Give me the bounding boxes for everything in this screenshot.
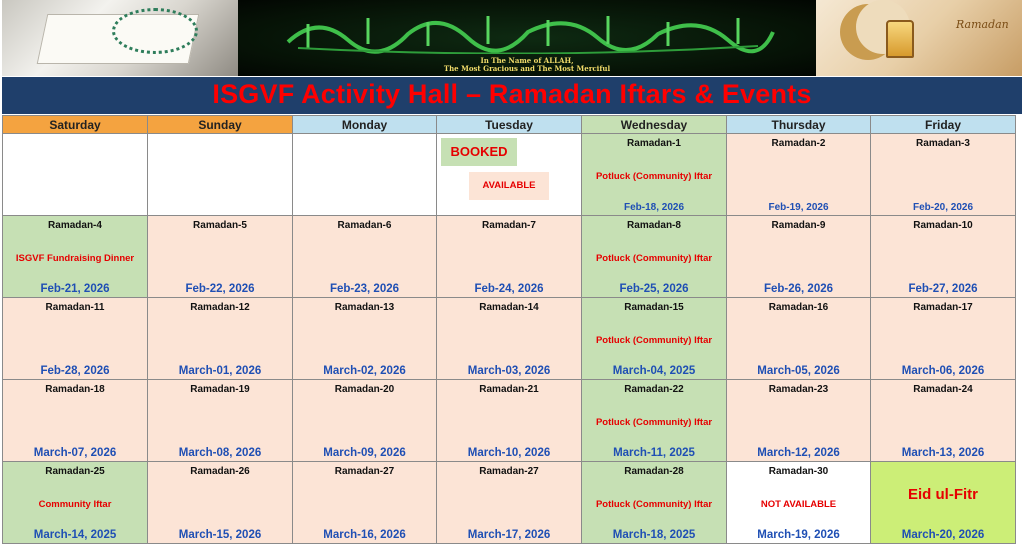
legend-available: AVAILABLE: [469, 172, 549, 200]
date-label: Feb-19, 2026: [768, 202, 829, 213]
ramadan-day-label: Ramadan-5: [193, 220, 247, 231]
day-cell[interactable]: [148, 216, 293, 298]
calligraphy-caption-2: The Most Gracious and The Most Merciful: [443, 64, 611, 73]
ramadan-day-label: Ramadan-15: [624, 302, 684, 313]
calendar-week-row: [3, 134, 1016, 216]
day-cell[interactable]: [3, 216, 148, 298]
header-sunday: Sunday: [148, 116, 293, 134]
bismillah-calligraphy-image: [238, 0, 816, 76]
ramadan-day-label: Ramadan-19: [190, 384, 250, 395]
header-saturday: Saturday: [3, 116, 148, 134]
calendar-week-row: [3, 462, 1016, 544]
day-cell[interactable]: [3, 462, 148, 544]
day-cell[interactable]: [582, 380, 727, 462]
date-label: March-17, 2026: [467, 529, 551, 541]
date-label: March-08, 2026: [178, 447, 262, 459]
date-label: Feb-22, 2026: [185, 283, 255, 295]
calendar-week-row: [3, 380, 1016, 462]
prayer-beads: [112, 8, 198, 54]
date-label: Feb-24, 2026: [474, 283, 544, 295]
calendar-week-row: [3, 298, 1016, 380]
event-label: Potluck (Community) Iftar: [595, 171, 713, 182]
day-cell-empty: [293, 134, 437, 216]
date-label: Feb-21, 2026: [40, 283, 110, 295]
ramadan-day-label: Ramadan-16: [768, 302, 829, 313]
event-label: Potluck (Community) Iftar: [595, 499, 713, 510]
legend-booked: BOOKED: [441, 138, 517, 166]
day-cell[interactable]: [437, 216, 582, 298]
ramadan-day-label: Ramadan-27: [479, 466, 539, 477]
day-cell[interactable]: [293, 462, 437, 544]
date-label: March-06, 2026: [901, 365, 985, 377]
date-label: March-16, 2026: [323, 529, 406, 541]
ramadan-day-label: Ramadan-22: [624, 384, 684, 395]
date-label: Feb-23, 2026: [329, 283, 400, 295]
ramadan-day-label: Ramadan-28: [624, 466, 684, 477]
ramadan-day-label: Ramadan-6: [337, 220, 392, 231]
day-cell[interactable]: [293, 216, 437, 298]
day-cell[interactable]: [582, 298, 727, 380]
date-label: March-12, 2026: [757, 447, 840, 459]
date-label: March-05, 2026: [757, 365, 840, 377]
day-cell-empty: [148, 134, 293, 216]
ramadan-day-label: Ramadan-4: [48, 220, 102, 231]
ramadan-day-label: Ramadan-9: [771, 220, 826, 231]
date-label: March-03, 2026: [467, 365, 551, 377]
ramadan-day-label: Ramadan-24: [913, 384, 973, 395]
date-label: March-14, 2025: [33, 529, 117, 541]
day-cell[interactable]: [293, 380, 437, 462]
ramadan-day-label: Ramadan-1: [627, 138, 681, 149]
day-cell[interactable]: [148, 462, 293, 544]
ramadan-day-label: Ramadan-25: [45, 466, 105, 477]
day-cell[interactable]: [727, 380, 871, 462]
legend-cell: [437, 134, 582, 216]
date-label: Feb-18, 2026: [623, 202, 685, 213]
day-cell-eid[interactable]: [871, 462, 1016, 544]
header-banner: [0, 0, 1024, 76]
page-title: ISGVF Activity Hall – Ramadan Iftars & Events: [212, 79, 812, 109]
ramadan-day-label: Ramadan-18: [45, 384, 105, 395]
day-cell[interactable]: [148, 298, 293, 380]
ramadan-day-label: Ramadan-26: [190, 466, 250, 477]
date-label: March-15, 2026: [178, 529, 262, 541]
calendar-table: [2, 115, 1016, 544]
ramadan-day-label: Ramadan-23: [768, 384, 829, 395]
day-cell[interactable]: [871, 380, 1016, 462]
event-label: NOT AVAILABLE: [760, 499, 837, 510]
day-cell[interactable]: [293, 298, 437, 380]
ramadan-day-label: Ramadan-12: [190, 302, 250, 313]
arabic-calligraphy: [278, 4, 778, 54]
ramadan-day-label: Ramadan-30: [768, 466, 829, 477]
ramadan-day-label: Ramadan-13: [334, 302, 395, 313]
day-cell[interactable]: [871, 134, 1016, 216]
ramadan-lantern-image: [816, 0, 1022, 76]
date-label: March-10, 2026: [467, 447, 551, 459]
ramadan-day-label: Ramadan-14: [479, 302, 539, 313]
event-label: ISGVF Fundraising Dinner: [15, 253, 135, 264]
header-friday: Friday: [871, 116, 1016, 134]
header-monday: Monday: [293, 116, 437, 134]
date-label: March-02, 2026: [323, 365, 406, 377]
day-cell[interactable]: [437, 298, 582, 380]
date-label: March-11, 2025: [613, 447, 695, 459]
date-label: March-13, 2026: [901, 447, 985, 459]
day-cell[interactable]: [437, 462, 582, 544]
day-cell[interactable]: [3, 380, 148, 462]
date-label: Feb-27, 2026: [908, 283, 978, 295]
header-thursday: Thursday: [727, 116, 871, 134]
ramadan-day-label: Ramadan-8: [627, 220, 681, 231]
day-cell[interactable]: [727, 298, 871, 380]
day-cell[interactable]: [3, 298, 148, 380]
day-cell-not-available[interactable]: [727, 462, 871, 544]
date-label: March-19, 2026: [757, 529, 840, 541]
date-label: March-18, 2025: [612, 529, 696, 541]
date-label: March-04, 2025: [612, 365, 696, 377]
day-cell[interactable]: [437, 380, 582, 462]
date-label: March-09, 2026: [323, 447, 406, 459]
day-cell[interactable]: [727, 216, 871, 298]
event-label: Potluck (Community) Iftar: [595, 417, 713, 428]
calligraphy-caption-1: In The Name of ALLAH,: [480, 56, 574, 65]
ramadan-day-label: Ramadan-3: [916, 138, 970, 149]
date-label: Feb-28, 2026: [40, 365, 110, 377]
event-label: Potluck (Community) Iftar: [595, 335, 713, 346]
ramadan-logo-text: Ramadan: [956, 18, 1009, 31]
ramadan-day-label: Ramadan-17: [913, 302, 973, 313]
ramadan-day-label: Ramadan-20: [334, 384, 395, 395]
event-label: Potluck (Community) Iftar: [595, 253, 713, 264]
ramadan-day-label: Ramadan-7: [482, 220, 536, 231]
ramadan-day-label: Ramadan-27: [334, 466, 395, 477]
day-cell[interactable]: [727, 134, 871, 216]
day-cell[interactable]: [582, 216, 727, 298]
ramadan-day-label: Ramadan-2: [771, 138, 826, 149]
calendar-week-row: [3, 216, 1016, 298]
header-wednesday: Wednesday: [582, 116, 727, 134]
day-cell[interactable]: [148, 380, 293, 462]
date-label: March-07, 2026: [33, 447, 117, 459]
date-label: Feb-20, 2026: [912, 202, 974, 213]
quran-tasbih-image: [2, 0, 238, 76]
date-label: Feb-25, 2026: [619, 283, 689, 295]
ramadan-day-label: Ramadan-11: [45, 302, 105, 313]
ramadan-day-label: Ramadan-21: [479, 384, 539, 395]
ramadan-day-label: Ramadan-10: [913, 220, 973, 231]
weekday-header-row: [3, 116, 1016, 134]
date-label: March-01, 2026: [178, 365, 262, 377]
header-tuesday: Tuesday: [437, 116, 582, 134]
day-cell[interactable]: [871, 298, 1016, 380]
day-cell-empty: [3, 134, 148, 216]
day-cell[interactable]: [582, 134, 727, 216]
date-label: Feb-26, 2026: [763, 283, 834, 295]
event-label: Community Iftar: [38, 499, 112, 510]
title-bar: [2, 77, 1022, 114]
day-cell[interactable]: [871, 216, 1016, 298]
lantern-icon: [886, 20, 914, 58]
date-label: March-20, 2026: [901, 529, 985, 541]
day-cell[interactable]: [582, 462, 727, 544]
eid-label: Eid ul-Fitr: [908, 486, 978, 503]
